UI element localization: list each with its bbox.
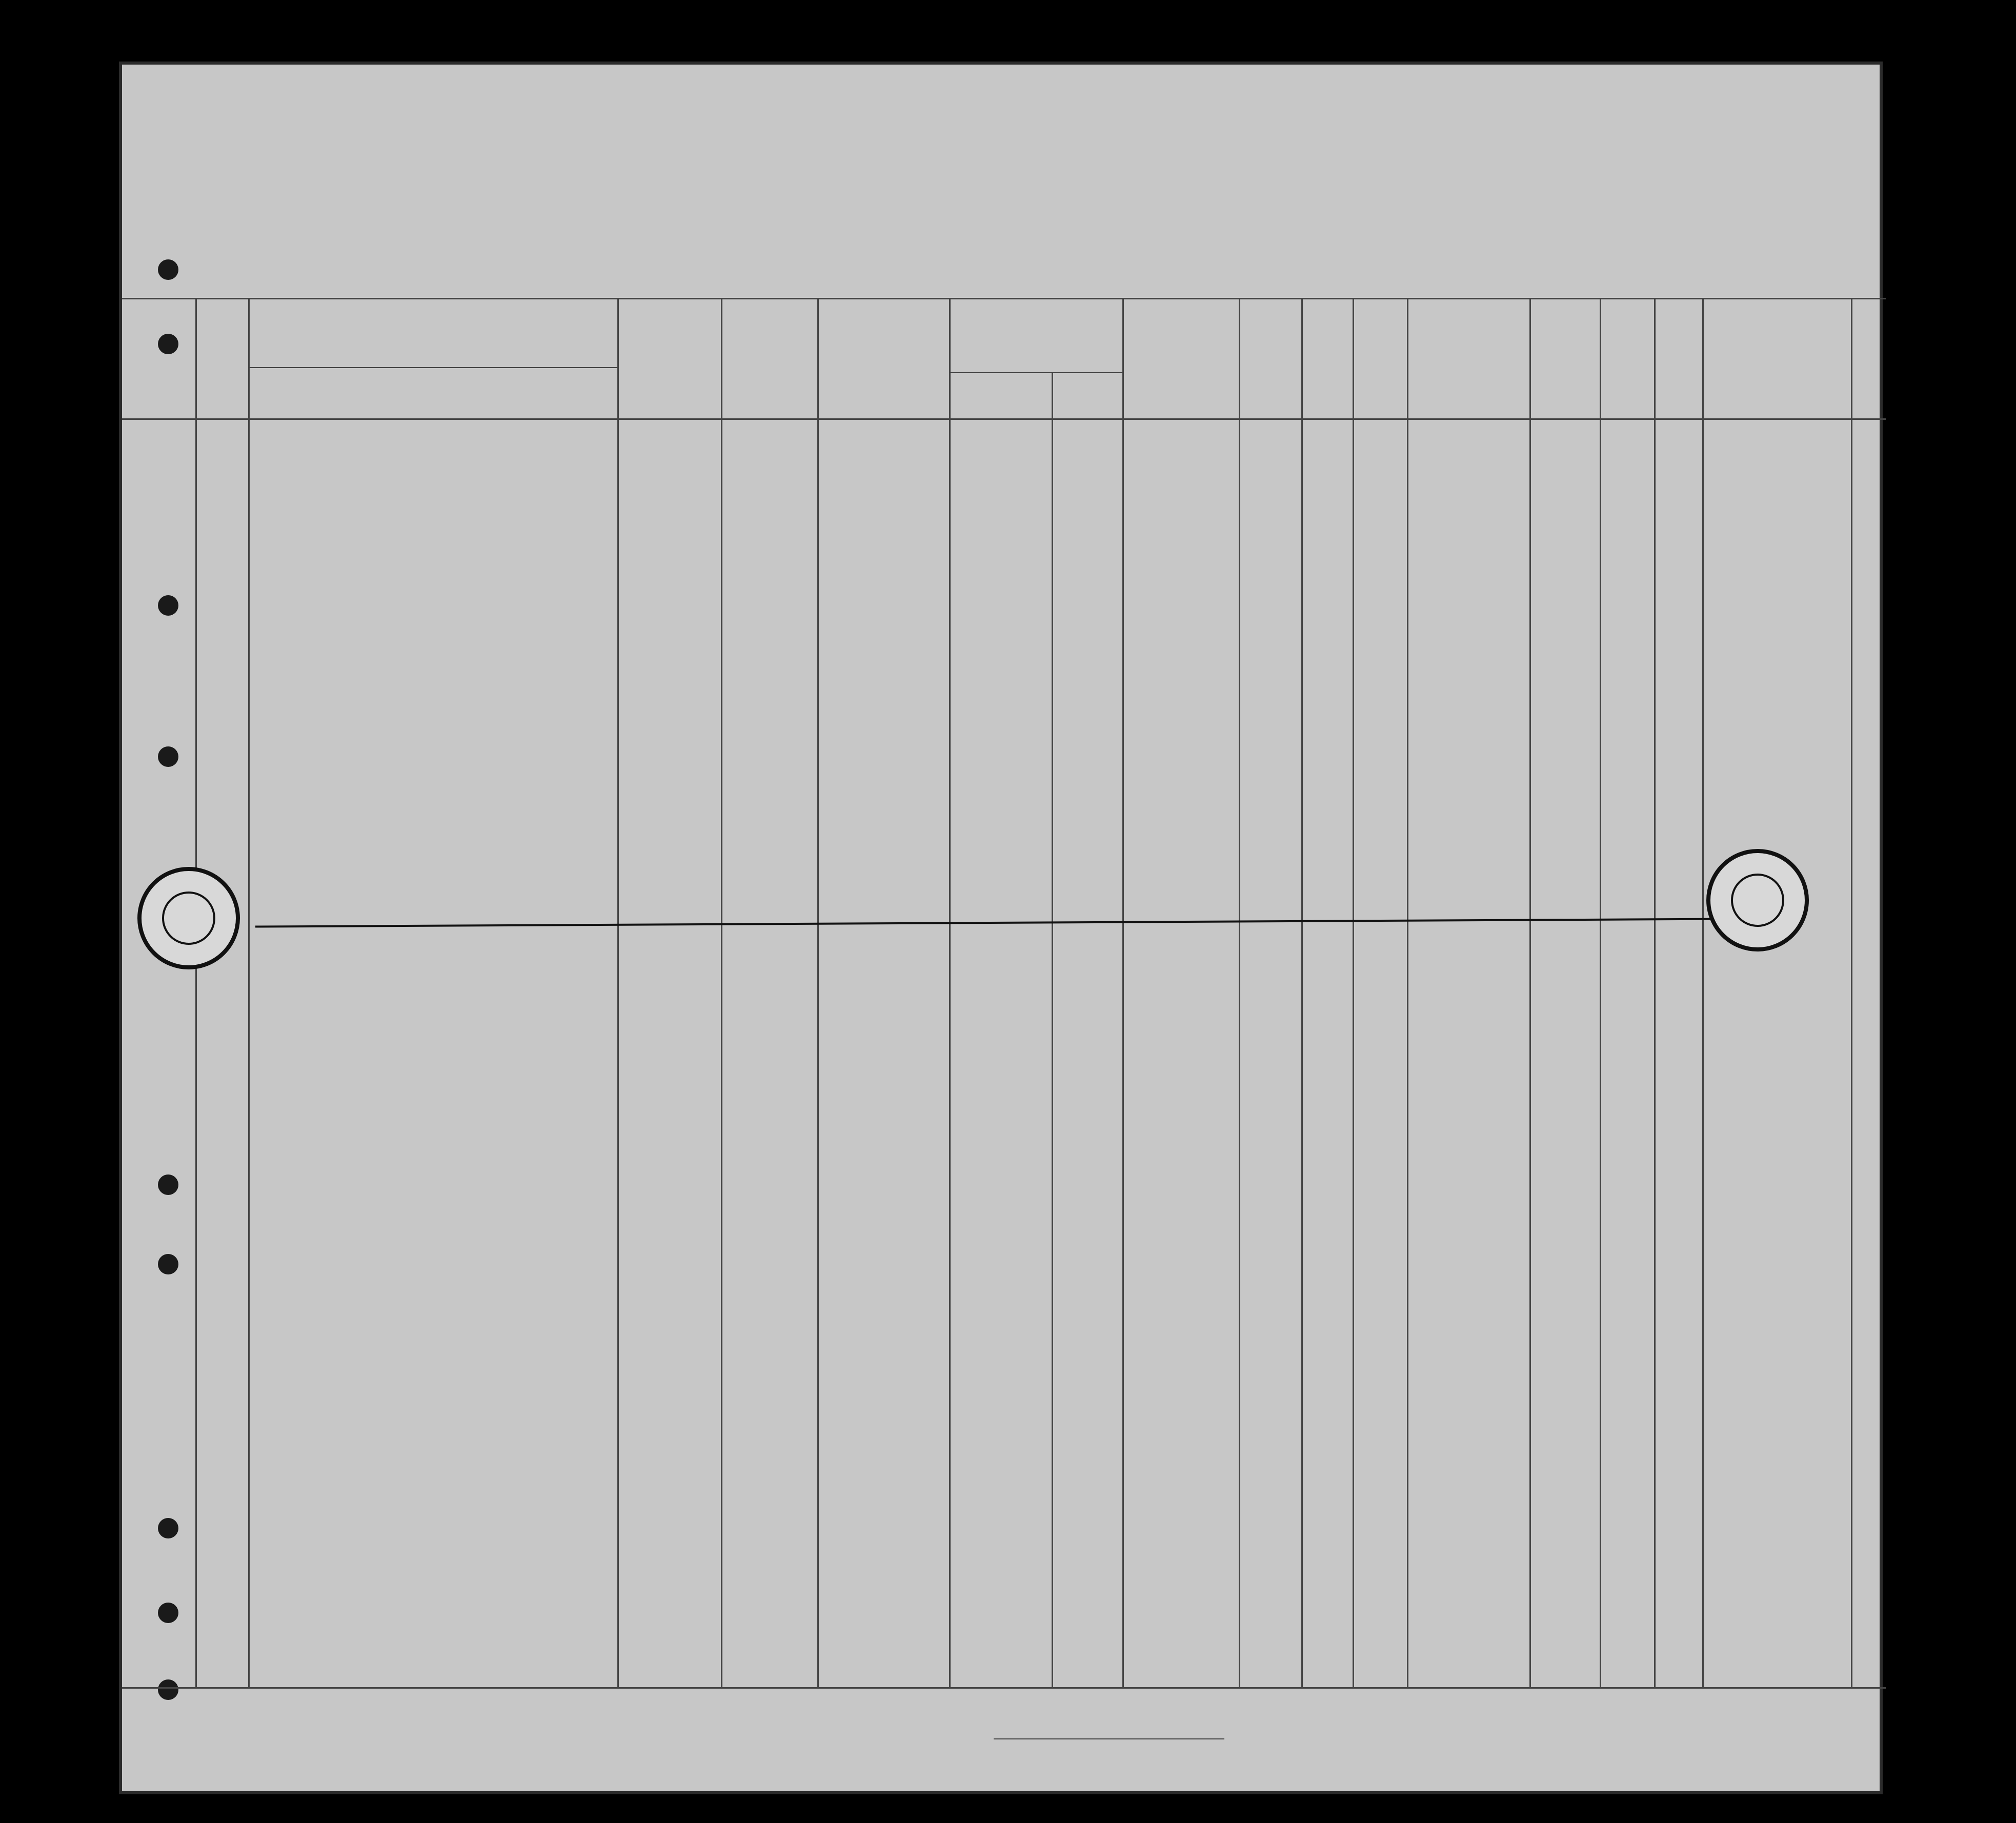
eagle-seal-icon: [162, 892, 215, 945]
col-rule: [248, 298, 250, 1687]
table-bottom-rule: [122, 1687, 1886, 1689]
punch-hole: [158, 746, 178, 767]
punch-hole: [158, 595, 178, 616]
col-rule: [1654, 298, 1656, 1687]
eagle-seal-icon: [1731, 874, 1784, 927]
col-rule: [817, 298, 819, 1687]
col-rule: [1407, 298, 1408, 1687]
col-rule: [1529, 298, 1531, 1687]
name-subheader-rule: [248, 367, 617, 368]
col-rule: [1052, 372, 1053, 1687]
col-rule: [1122, 298, 1124, 1687]
consulate-stamp-left: [137, 867, 240, 969]
table-top-rule: [122, 298, 1886, 299]
col-rule: [949, 298, 951, 1687]
punch-hole: [158, 259, 178, 280]
punch-hole: [158, 334, 178, 354]
col-rule: [1353, 298, 1354, 1687]
strike-through-line: [255, 918, 1732, 927]
col-rule: [721, 298, 722, 1687]
punch-hole: [158, 1679, 178, 1700]
col-rule: [1600, 298, 1601, 1687]
table-header-rule: [122, 418, 1886, 420]
consulate-stamp-right: [1706, 849, 1809, 951]
shipped-subheader-rule: [949, 372, 1122, 373]
col-rule: [1301, 298, 1303, 1687]
col-rule: [195, 298, 197, 1687]
manifest-sheet: [119, 62, 1883, 1794]
punch-hole: [158, 1174, 178, 1195]
punch-hole: [158, 1254, 178, 1274]
punch-hole: [158, 1518, 178, 1538]
col-rule: [1702, 298, 1704, 1687]
col-rule: [617, 298, 619, 1687]
col-rule: [1239, 298, 1240, 1687]
punch-hole: [158, 1603, 178, 1623]
signature-rule: [994, 1738, 1224, 1739]
col-rule: [1851, 298, 1852, 1687]
